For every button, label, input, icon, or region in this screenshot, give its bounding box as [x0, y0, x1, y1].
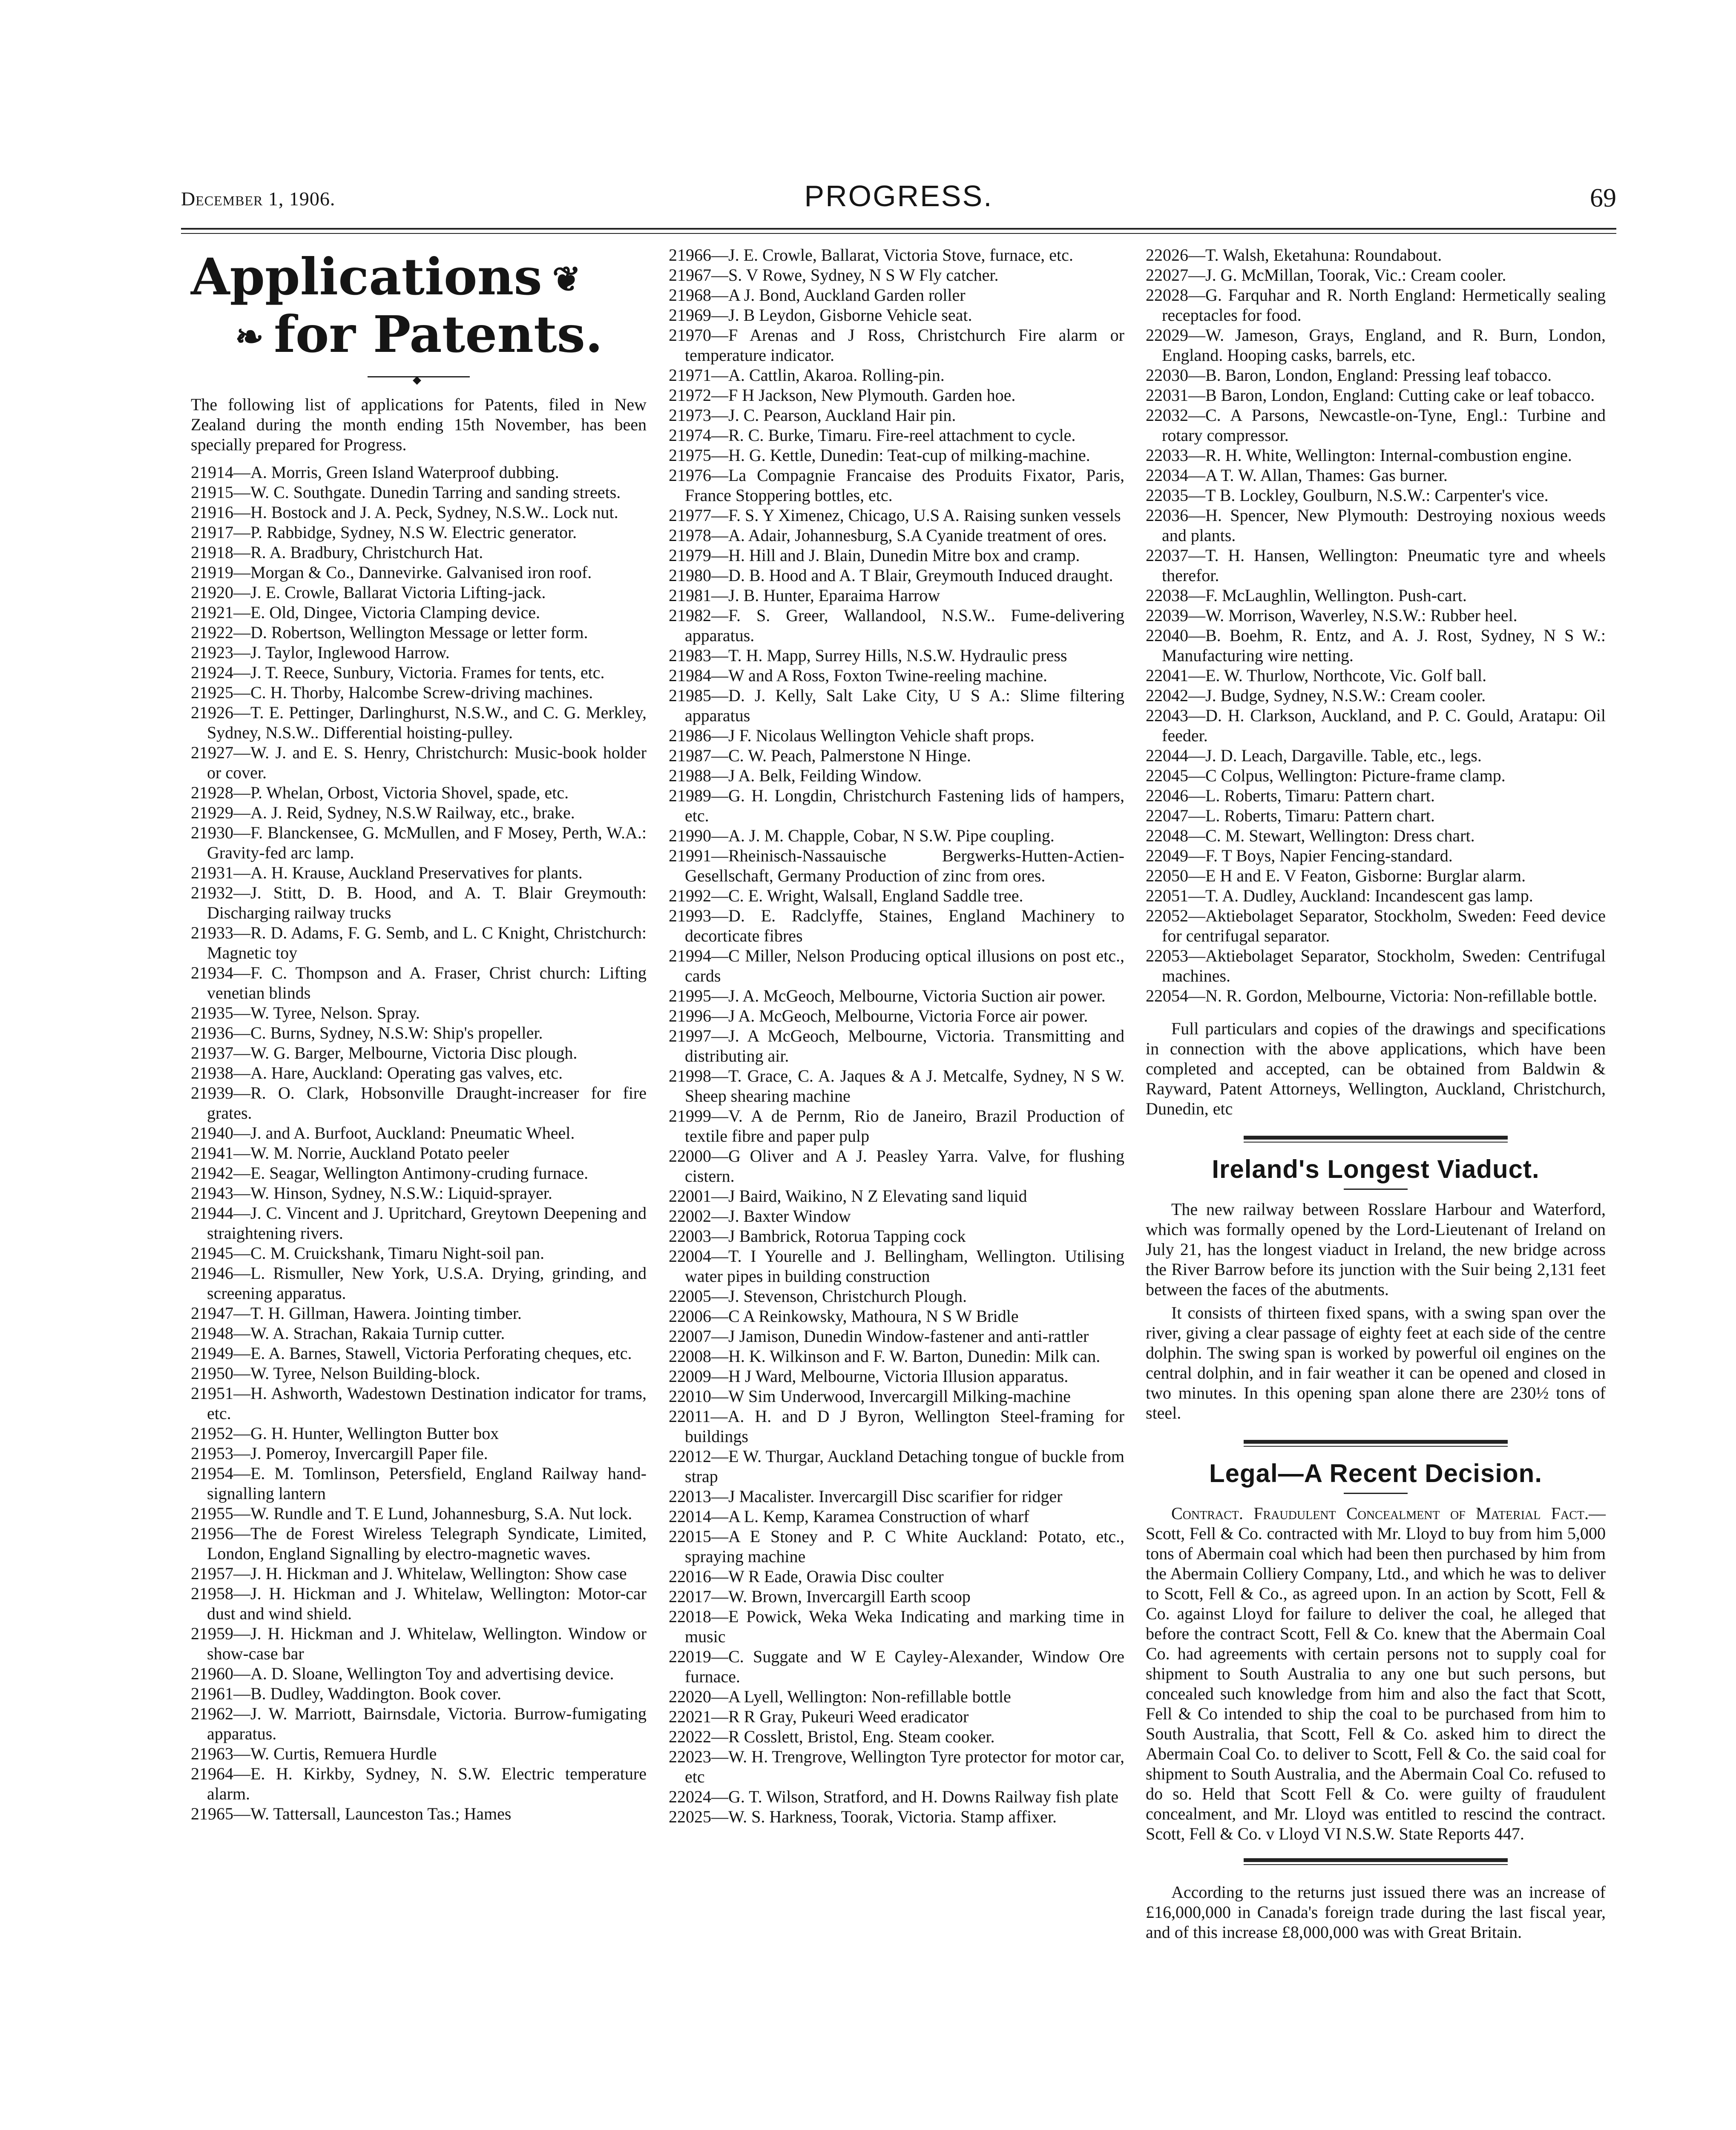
canada-para: According to the returns just issued there was an increase of £16,000,000 in Canada's foreign trade during the last fiscal year, and of this increase £8,000,000 was with Great Britain. — [1146, 1882, 1606, 1942]
patent-entry: 22031—B Baron, London, England: Cutting cake or leaf tobacco. — [1146, 386, 1595, 405]
patent-entry: 21988—J A. Belk, Feilding Window. — [669, 766, 922, 785]
patent-entry: 21941—W. M. Norrie, Auckland Potato peeler — [191, 1143, 509, 1163]
patent-entry: 21968—A J. Bond, Auckland Garden roller — [669, 285, 966, 305]
patent-entry: 22004—T. I Yourelle and J. Bellingham, Wellington. Utilising water pipes in building construction — [669, 1246, 1124, 1286]
patent-entry: 21963—W. Curtis, Remuera Hurdle — [191, 1744, 437, 1763]
patent-entry: 22049—F. T Boys, Napier Fencing-standard. — [1146, 846, 1453, 865]
viaduct-para-1: The new railway between Rosslare Harbour and Waterford, which was formally opened by the Lord-Lieutenant of Ireland on July 21, has the longest viaduct in Ireland, the new bridge across the River Barrow before its junction with the Suir being 2,131 feet between the faces of the abutments. — [1146, 1200, 1606, 1299]
patent-entry: 21978—A. Adair, Johannesburg, S.A Cyanide treatment of ores. — [669, 526, 1107, 545]
patent-entry: 21935—W. Tyree, Nelson. Spray. — [191, 1003, 420, 1022]
patent-entry: 21953—J. Pomeroy, Invercargill Paper file. — [191, 1444, 488, 1463]
patent-entry: 22015—A E Stoney and P. C White Auckland: Potato, etc., spraying machine — [669, 1527, 1124, 1566]
patent-entry: 21954—E. M. Tomlinson, Petersfield, England Railway hand-signalling lantern — [191, 1464, 647, 1503]
patent-entry: 21924—J. T. Reece, Sunbury, Victoria. Frames for tents, etc. — [191, 663, 605, 682]
patent-entry: 22016—W R Eade, Orawia Disc coulter — [669, 1567, 944, 1586]
patent-entry: 22023—W. H. Trengrove, Wellington Tyre protector for motor car, etc — [669, 1747, 1124, 1786]
patent-entry: 21928—P. Whelan, Orbost, Victoria Shovel, spade, etc. — [191, 783, 569, 802]
patent-entry: 21942—E. Seagar, Wellington Antimony-cruding furnace. — [191, 1163, 589, 1183]
patent-entry: 22033—R. H. White, Wellington: Internal-combustion engine. — [1146, 446, 1572, 465]
patent-entry: 21972—F H Jackson, New Plymouth. Garden hoe. — [669, 386, 1016, 405]
section-rule — [1244, 1440, 1508, 1447]
ornament-icon: ❦ — [552, 259, 581, 299]
patent-entry: 22041—E. W. Thurlow, Northcote, Vic. Golf ball. — [1146, 666, 1487, 685]
patent-entry: 22017—W. Brown, Invercargill Earth scoop — [669, 1587, 971, 1606]
patent-entry: 21940—J. and A. Burfoot, Auckland: Pneumatic Wheel. — [191, 1123, 575, 1143]
patent-entry: 21984—W and A Ross, Foxton Twine-reeling machine. — [669, 666, 1047, 685]
patent-entry: 21959—J. H. Hickman and J. Whitelaw, Wellington. Window or show-case bar — [191, 1624, 647, 1663]
patent-entry: 22034—A T. W. Allan, Thames: Gas burner. — [1146, 466, 1448, 485]
patents-title-line2: ❧ for Patents. — [235, 305, 603, 364]
patent-entry: 21986—J F. Nicolaus Wellington Vehicle shaft props. — [669, 726, 1035, 745]
patent-entry: 22054—N. R. Gordon, Melbourne, Victoria: Non-refillable bottle. — [1146, 986, 1597, 1005]
patent-entry: 22003—J Bambrick, Rotorua Tapping cock — [669, 1226, 966, 1246]
patent-entry: 22048—C. M. Stewart, Wellington: Dress chart. — [1146, 826, 1475, 845]
legal-lead: Contract. Fraudulent Concealment of Material Fact. — [1171, 1504, 1589, 1523]
patent-entry: 21982—F. S. Greer, Wallandool, N.S.W.. Fume-delivering apparatus. — [669, 606, 1124, 645]
patent-list-2 — [669, 245, 1124, 1827]
patent-entry: 21994—C Miller, Nelson Producing optical illusions on post etc., cards — [669, 946, 1124, 985]
patent-entry: 22021—R R Gray, Pukeuri Weed eradicator — [669, 1707, 969, 1726]
patent-entry: 21969—J. B Leydon, Gisborne Vehicle seat. — [669, 305, 972, 325]
patent-entry: 22014—A L. Kemp, Karamea Construction of wharf — [669, 1507, 1029, 1526]
patent-entry: 21950—W. Tyree, Nelson Building-block. — [191, 1364, 480, 1383]
patent-entry: 21987—C. W. Peach, Palmerstone N Hinge. — [669, 746, 971, 765]
patent-entry: 21962—J. W. Marriott, Bairnsdale, Victoria. Burrow-fumigating apparatus. — [191, 1704, 647, 1743]
column-3 — [1146, 245, 1606, 1946]
patent-entry: 21949—E. A. Barnes, Stawell, Victoria Perforating cheques, etc. — [191, 1344, 632, 1363]
patent-entry: 21964—E. H. Kirkby, Sydney, N. S.W. Electric temperature alarm. — [191, 1764, 647, 1803]
patent-entry: 22052—Aktiebolaget Separator, Stockholm, Sweden: Feed device for centrifugal separator. — [1146, 906, 1606, 945]
patent-entry: 21921—E. Old, Dingee, Victoria Clamping device. — [191, 603, 540, 622]
patent-entry: 21997—J. A McGeoch, Melbourne, Victoria. Transmitting and distributing air. — [669, 1026, 1124, 1065]
patent-entry: 22007—J Jamison, Dunedin Window-fastener and anti-rattler — [669, 1327, 1089, 1346]
patent-entry: 22039—W. Morrison, Waverley, N.S.W.: Rubber heel. — [1146, 606, 1518, 625]
patent-entry: 21991—Rheinisch-Nassauische Bergwerks-Hutten-Actien-Gesellschaft, Germany Production of zinc from ores. — [669, 846, 1124, 885]
patent-entry: 22047—L. Roberts, Timaru: Pattern chart. — [1146, 806, 1435, 825]
patent-entry: 21920—J. E. Crowle, Ballarat Victoria Lifting-jack. — [191, 583, 546, 602]
patent-entry: 21976—La Compagnie Francaise des Produits Fixator, Paris, France Stoppering bottles, etc. — [669, 466, 1124, 505]
patent-entry: 21930—F. Blanckensee, G. McMullen, and F Mosey, Perth, W.A.: Gravity-fed arc lamp. — [191, 823, 647, 862]
patent-entry: 21923—J. Taylor, Inglewood Harrow. — [191, 643, 450, 662]
patent-entry: 22029—W. Jameson, Grays, England, and R. Burn, London, England. Hooping casks, barrels, etc. — [1146, 325, 1606, 365]
patent-list-1 — [191, 462, 647, 1824]
patent-entry: 21975—H. G. Kettle, Dunedin: Teat-cup of milking-machine. — [669, 446, 1090, 465]
patent-entry: 21971—A. Cattlin, Akaroa. Rolling-pin. — [669, 366, 945, 385]
patent-entry: 21936—C. Burns, Sydney, N.S.W: Ship's propeller. — [191, 1023, 543, 1042]
patent-entry: 21970—F Arenas and J Ross, Christchurch Fire alarm or temperature indicator. — [669, 325, 1124, 365]
legal-title: Legal—A Recent Decision. — [1209, 1459, 1542, 1488]
column-1 — [191, 245, 647, 1824]
patent-entry: 21916—H. Bostock and J. A. Peck, Sydney, N.S.W.. Lock nut. — [191, 503, 618, 522]
patent-entry: 22042—J. Budge, Sydney, N.S.W.: Cream cooler. — [1146, 686, 1486, 705]
patent-entry: 21943—W. Hinson, Sydney, N.S.W.: Liquid-sprayer. — [191, 1183, 552, 1203]
patent-entry: 21957—J. H. Hickman and J. Whitelaw, Wellington: Show case — [191, 1564, 627, 1583]
patent-entry: 21933—R. D. Adams, F. G. Semb, and L. C Knight, Christchurch: Magnetic toy — [191, 923, 647, 962]
patent-entry: 21996—J A. McGeoch, Melbourne, Victoria Force air power. — [669, 1006, 1088, 1025]
patent-entry: 21919—Morgan & Co., Dannevirke. Galvanised iron roof. — [191, 563, 592, 582]
patent-entry: 21979—H. Hill and J. Blain, Dunedin Mitre box and cramp. — [669, 546, 1080, 565]
patent-entry: 21948—W. A. Strachan, Rakaia Turnip cutter. — [191, 1324, 505, 1343]
patent-entry: 21977—F. S. Y Ximenez, Chicago, U.S A. Raising sunken vessels — [669, 506, 1121, 525]
patent-entry: 21999—V. A de Pernm, Rio de Janeiro, Brazil Production of textile fibre and paper pulp — [669, 1106, 1124, 1146]
viaduct-para-2: It consists of thirteen fixed spans, with a swing span over the river, giving a clear passage of eighty feet at each side of the centre dolphin. The swing span is worked by powerful oil engines on the central dolphin, and in fair weather it can be opened and closed in two minutes. In this opening span alone there are 230½ tons of steel. — [1146, 1303, 1606, 1422]
patent-entry: 21926—T. E. Pettinger, Darlinghurst, N.S.W., and C. G. Merkley, Sydney, N.S.W.. Differential hoisting-pulley. — [191, 703, 647, 742]
patent-entry: 22006—C A Reinkowsky, Mathoura, N S W Bridle — [669, 1307, 1019, 1326]
patent-entry: 22025—W. S. Harkness, Toorak, Victoria. Stamp affixer. — [669, 1807, 1057, 1826]
patent-entry: 22022—R Cosslett, Bristol, Eng. Steam cooker. — [669, 1727, 995, 1746]
patent-entry: 21998—T. Grace, C. A. Jaques & A J. Metcalfe, Sydney, N S W. Sheep shearing machine — [669, 1066, 1124, 1105]
patent-entry: 21961—B. Dudley, Waddington. Book cover. — [191, 1684, 501, 1703]
patent-entry: 21952—G. H. Hunter, Wellington Butter box — [191, 1424, 499, 1443]
patent-entry: 22018—E Powick, Weka Weka Indicating and marking time in music — [669, 1607, 1124, 1646]
patent-entry: 21955—W. Rundle and T. E Lund, Johannesburg, S.A. Nut lock. — [191, 1504, 632, 1523]
patent-entry: 22002—J. Baxter Window — [669, 1206, 851, 1226]
patent-entry: 21937—W. G. Barger, Melbourne, Victoria Disc plough. — [191, 1043, 578, 1062]
patent-entry: 21956—The de Forest Wireless Telegraph Syndicate, Limited, London, England Signalling by electro-magnetic waves. — [191, 1524, 647, 1563]
section-rule — [1344, 1493, 1408, 1494]
patent-entry: 22028—G. Farquhar and R. North England: Hermetically sealing receptacles for food. — [1146, 285, 1606, 325]
patent-entry: 21925—C. H. Thorby, Halcombe Screw-driving machines. — [191, 683, 593, 702]
patent-entry: 21966—J. E. Crowle, Ballarat, Victoria Stove, furnace, etc. — [669, 245, 1073, 265]
patent-entry: 22011—A. H. and D J Byron, Wellington Steel-framing for buildings — [669, 1407, 1124, 1446]
patent-entry: 22026—T. Walsh, Eketahuna: Roundabout. — [1146, 245, 1442, 265]
patent-entry: 22050—E H and E. V Featon, Gisborne: Burglar alarm. — [1146, 866, 1526, 885]
patent-entry: 21922—D. Robertson, Wellington Message or letter form. — [191, 623, 588, 642]
section-rule — [1344, 1189, 1408, 1190]
patent-entry: 22044—J. D. Leach, Dargaville. Table, etc., legs. — [1146, 746, 1482, 765]
patent-entry: 22001—J Baird, Waikino, N Z Elevating sand liquid — [669, 1186, 1027, 1206]
patent-entry: 21944—J. C. Vincent and J. Upritchard, Greytown Deepening and straightening rivers. — [191, 1203, 647, 1243]
patent-entry: 21946—L. Rismuller, New York, U.S.A. Drying, grinding, and screening apparatus. — [191, 1264, 647, 1303]
patent-entry: 22032—C. A Parsons, Newcastle-on-Tyne, Engl.: Turbine and rotary compressor. — [1146, 406, 1606, 445]
patent-entry: 21932—J. Stitt, D. B. Hood, and A. T. Blair Greymouth: Discharging railway trucks — [191, 883, 647, 922]
patent-entry: 21990—A. J. M. Chapple, Cobar, N S.W. Pipe coupling. — [669, 826, 1055, 845]
patent-entry: 21960—A. D. Sloane, Wellington Toy and advertising device. — [191, 1664, 614, 1683]
patent-entry: 22027—J. G. McMillan, Toorak, Vic.: Cream cooler. — [1146, 265, 1506, 285]
patent-entry: 21929—A. J. Reid, Sydney, N.S.W Railway, etc., brake. — [191, 803, 575, 822]
patent-entry: 22036—H. Spencer, New Plymouth: Destroying noxious weeds and plants. — [1146, 506, 1606, 545]
patent-entry: 21951—H. Ashworth, Wadestown Destination indicator for trams, etc. — [191, 1384, 647, 1423]
section-rule — [1244, 1858, 1508, 1865]
patent-entry: 21947—T. H. Gillman, Hawera. Jointing timber. — [191, 1304, 522, 1323]
patent-entry: 21958—J. H. Hickman and J. Whitelaw, Wellington: Motor-car dust and wind shield. — [191, 1584, 647, 1623]
patent-entry: 22010—W Sim Underwood, Invercargill Milking-machine — [669, 1387, 1071, 1406]
patent-entry: 21934—F. C. Thompson and A. Fraser, Christ church: Lifting venetian blinds — [191, 963, 647, 1002]
patent-entry: 22037—T. H. Hansen, Wellington: Pneumatic tyre and wheels therefor. — [1146, 546, 1606, 585]
issue-date: December 1, 1906. — [181, 188, 336, 210]
patent-entry: 22040—B. Boehm, R. Entz, and A. J. Rost, Sydney, N S W.: Manufacturing wire netting. — [1146, 626, 1606, 665]
patent-entry: 22043—D. H. Clarkson, Auckland, and P. C. Gould, Aratapu: Oil feeder. — [1146, 706, 1606, 745]
patent-entry: 21967—S. V Rowe, Sydney, N S W Fly catcher. — [669, 265, 999, 285]
patent-entry: 22051—T. A. Dudley, Auckland: Incandescent gas lamp. — [1146, 886, 1533, 905]
patent-entry: 21945—C. M. Cruickshank, Timaru Night-soil pan. — [191, 1243, 545, 1263]
patent-entry: 21981—J. B. Hunter, Eparaima Harrow — [669, 586, 940, 605]
section-rule — [1244, 1136, 1508, 1143]
patent-list-3 — [1146, 245, 1606, 1006]
patent-entry: 22046—L. Roberts, Timaru: Pattern chart. — [1146, 786, 1435, 805]
header-rule — [181, 228, 1616, 234]
patent-entry: 21914—A. Morris, Green Island Waterproof dubbing. — [191, 463, 559, 482]
patent-entry: 21915—W. C. Southgate. Dunedin Tarring and sanding streets. — [191, 483, 621, 502]
patent-entry: 22024—G. T. Wilson, Stratford, and H. Downs Railway fish plate — [669, 1787, 1119, 1806]
patent-entry: 21973—J. C. Pearson, Auckland Hair pin. — [669, 406, 956, 425]
patent-entry: 22045—C Colpus, Wellington: Picture-frame clamp. — [1146, 766, 1506, 785]
patent-entry: 21917—P. Rabbidge, Sydney, N.S W. Electric generator. — [191, 523, 577, 542]
patent-entry: 22020—A Lyell, Wellington: Non-refillable bottle — [669, 1687, 1011, 1706]
title-divider — [368, 376, 470, 377]
patent-entry: 22005—J. Stevenson, Christchurch Plough. — [669, 1287, 967, 1306]
patent-entry: 21938—A. Hare, Auckland: Operating gas valves, etc. — [191, 1063, 563, 1082]
patent-entry: 21931—A. H. Krause, Auckland Preservatives for plants. — [191, 863, 583, 882]
ornament-icon: ❧ — [235, 317, 264, 357]
patent-entry: 21993—D. E. Radclyffe, Staines, England Machinery to decorticate fibres — [669, 906, 1124, 945]
patent-entry: 22035—T B. Lockley, Goulburn, N.S.W.: Carpenter's vice. — [1146, 486, 1549, 505]
patent-entry: 21927—W. J. and E. S. Henry, Christchurch: Music-book holder or cover. — [191, 743, 647, 782]
viaduct-title: Ireland's Longest Viaduct. — [1212, 1155, 1540, 1183]
patent-entry: 21992—C. E. Wright, Walsall, England Saddle tree. — [669, 886, 1023, 905]
legal-para — [1146, 1503, 1606, 1844]
patent-entry: 22008—H. K. Wilkinson and F. W. Barton, Dunedin: Milk can. — [669, 1347, 1101, 1366]
patent-entry: 22030—B. Baron, London, England: Pressing leaf tobacco. — [1146, 366, 1552, 385]
patent-entry: 22000—G Oliver and A J. Peasley Yarra. Valve, for flushing cistern. — [669, 1146, 1124, 1186]
patent-entry: 21974—R. C. Burke, Timaru. Fire-reel attachment to cycle. — [669, 426, 1076, 445]
page-number: 69 — [1590, 184, 1616, 213]
patent-entry: 22012—E W. Thurgar, Auckland Detaching tongue of buckle from strap — [669, 1447, 1124, 1486]
patent-entry: 21980—D. B. Hood and A. T Blair, Greymouth Induced draught. — [669, 566, 1113, 585]
patent-entry: 22053—Aktiebolaget Separator, Stockholm, Sweden: Centrifugal machines. — [1146, 946, 1606, 985]
column-2 — [669, 245, 1124, 1827]
patent-entry: 21995—J. A. McGeoch, Melbourne, Victoria Suction air power. — [669, 986, 1106, 1005]
patent-entry: 22013—J Macalister. Invercargill Disc scarifier for ridger — [669, 1487, 1063, 1506]
patents-title-line1: Applications ❦ — [191, 247, 581, 306]
patent-entry: 21965—W. Tattersall, Launceston Tas.; Hames — [191, 1804, 512, 1823]
patent-entry: 21939—R. O. Clark, Hobsonville Draught-increaser for fire grates. — [191, 1083, 647, 1123]
patent-entry: 21983—T. H. Mapp, Surrey Hills, N.S.W. Hydraulic press — [669, 646, 1067, 665]
patent-entry: 22019—C. Suggate and W E Cayley-Alexander, Window Ore furnace. — [669, 1647, 1124, 1686]
legal-body: —Scott, Fell & Co. contracted with Mr. Lloyd to buy from him 5,000 tons of Abermain coal which had been then purchased by him from the Abermain Colliery Company, Ltd., and which he was to deliver to Scott, Fell & Co., as agreed upon. In an action by Scott, Fell & Co. against Lloyd for failure to deliver the coal, he alleged that before the contract Scott, Fell & Co. knew that the Abermain Coal Co. had agreements with certain persons not to supply coal for shipment to South Australia to any one but such persons, but concealed such knowledge from him and also the fact that Scott, Fell & Co intended to ship the coal to be purchased from him to South Australia, that Scott, Fell & Co. asked him to direct the Abermain Coal Co. to deliver to Scott, Fell & Co. the said coal for shipment to South Australia, and the Abermain Coal Co. refused to do so. Held that Scott Fell & Co. were guilty of fraudulent concealment, and Mr. Lloyd was entitled to rescind the contract. Scott, Fell & Co. v Lloyd VI N.S.W. State Reports 447. — [1146, 1504, 1606, 1843]
patent-entry: 22009—H J Ward, Melbourne, Victoria Illusion apparatus. — [669, 1367, 1069, 1386]
patents-intro: The following list of applications for Patents, filed in New Zealand during the month ending 15th November, has been specially prepared for Progress. — [191, 395, 647, 454]
patent-entry: 21989—G. H. Longdin, Christchurch Fastening lids of hampers, etc. — [669, 786, 1124, 825]
patent-entry: 21985—D. J. Kelly, Salt Lake City, U S A.: Slime filtering apparatus — [669, 686, 1124, 725]
patent-entry: 21918—R. A. Bradbury, Christchurch Hat. — [191, 543, 483, 562]
publication-title: PROGRESS. — [804, 179, 993, 213]
patents-closing: Full particulars and copies of the drawings and specifications in connection with the above applications, which have been completed and accepted, can be obtained from Baldwin & Rayward, Patent Attorneys, Wellington, Auckland, Christchurch, Dunedin, etc — [1146, 1019, 1606, 1118]
patent-entry: 22038—F. McLaughlin, Wellington. Push-cart. — [1146, 586, 1467, 605]
